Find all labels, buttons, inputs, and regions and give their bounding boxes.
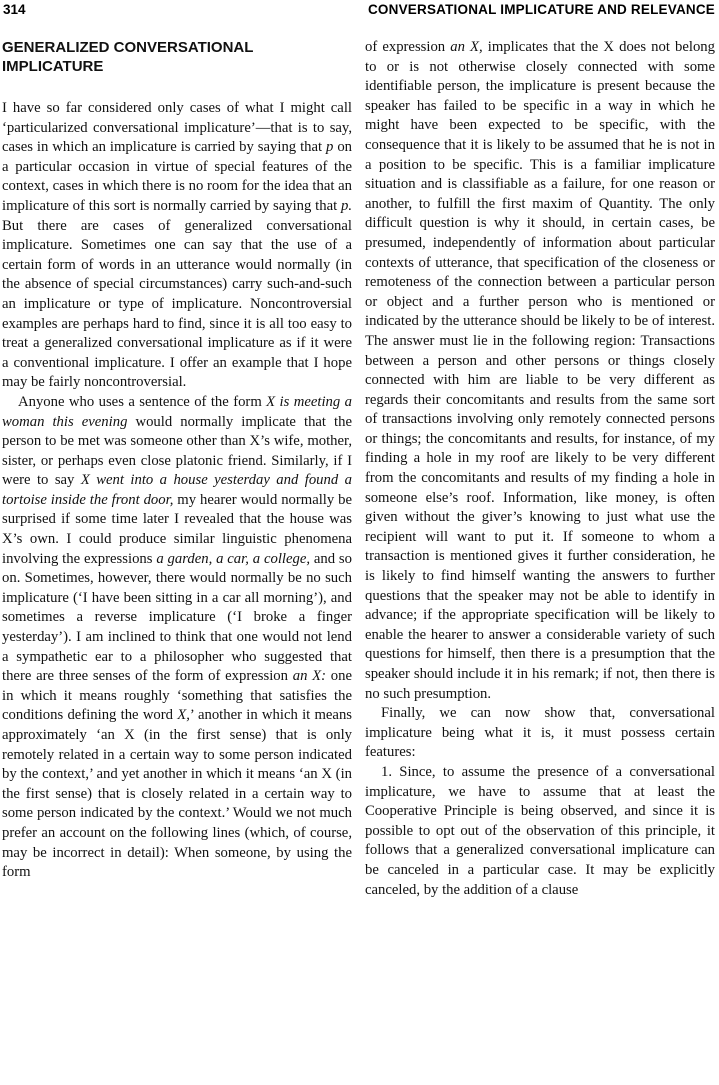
text-run: I have so far considered only cases of what I might call ‘particularized conversational implicature’—that is to say, cases in which an implicature is carried by saying that bbox=[2, 100, 352, 156]
text-run: of expression bbox=[365, 39, 451, 55]
section-heading-line2: IMPLICATURE bbox=[2, 58, 104, 75]
text-run: one in which it means roughly ‘something that satisfies the conditions defining the word bbox=[2, 668, 352, 724]
italic-run: X is meeting a woman this evening bbox=[2, 393, 353, 430]
page-number: 314 bbox=[3, 2, 26, 17]
right-column bbox=[365, 38, 715, 900]
italic-run: an X: bbox=[292, 668, 327, 685]
text-run: would normally implicate that the person to be met was someone other than X’s wife, mother, sister, or perhaps even close platonic friend. Similarly, if I were to say bbox=[2, 413, 352, 489]
paragraph-an-x-implicature bbox=[365, 38, 715, 704]
paragraph-meeting-a-woman bbox=[2, 393, 352, 883]
running-header bbox=[0, 2, 719, 24]
section-heading bbox=[2, 38, 352, 76]
text-run: But there are cases of generalized conversational implicature. Sometimes one can say that the use of a certain form of words in an utterance would normally (in the absence of special circumstances) carry such-and-such an implicature or type of implicature. Noncontroversial examples are perhaps hard to find, since it is all too easy to treat a generalized conversational implicature as if it were a conventional implicature. I offer an example that I hope may be fairly noncontroversial. bbox=[2, 217, 352, 391]
italic-run: p. bbox=[340, 197, 352, 214]
left-column bbox=[2, 38, 352, 883]
running-title: CONVERSATIONAL IMPLICATURE AND RELEVANCE bbox=[367, 2, 715, 17]
text-run: Anyone who uses a sentence of the form bbox=[18, 393, 267, 410]
paragraph-particularized-implicature bbox=[2, 99, 352, 393]
italic-run: X, bbox=[177, 707, 190, 724]
text-run: Finally, we can now show that, conversational implicature being what it is, it must possess certain features: bbox=[365, 705, 715, 761]
text-run: my hearer would normally be surprised if some time later I revealed that the house was X’s own. I could produce similar linguistic phenomena involving the expressions bbox=[2, 491, 353, 567]
italic-run: p bbox=[326, 139, 334, 156]
section-heading-line1: GENERALIZED CONVERSATIONAL bbox=[2, 39, 254, 56]
italic-run: a garden, a car, a college, bbox=[156, 550, 311, 567]
text-run: implicates that the X does not belong to or is not otherwise closely connected with some identifiable person, the implicature is present because the speaker has failed to be specific in a way in which he might have been expected to be specific, with the consequence that it is likely to be assumed that he is not in a position to be specific. This is a familiar implicature situation and is classifiable as a failure, for one reason or another, to fulfill the first maxim of Quantity. The only difficult question is why it should, in certain cases, be presumed, independently of information about particular contexts of utterance, that specification of the closeness or remoteness of the connection between a particular person or object and a further person who is mentioned or indicated by the utterance should be likely to be of interest. The answer must lie in the following region: Transactions between a person and other persons or things closely connected with him are liable to be very different as regards their concomitants and results from the same sort of transactions involving only remotely connected persons or things; the concomitants and results, for instance, of my finding a hole in my roof are likely to be very different from the concomitants and results of my finding a hole in someone else’s roof. Information, like money, is often given without the giver’s knowing to just what use the recipient will want to put it. If someone to whom a transaction is mentioned gives it further consideration, he is likely to find himself wanting the answers to further questions that the speaker may not be able to identify in advance; if the appropriate specification will be likely to enable the hearer to answer a considerable variety of such questions for himself, then there is a presumption that the speaker should include it in his remark; if not, then there is no such presumption. bbox=[365, 39, 715, 702]
paragraph-feature-1 bbox=[365, 763, 715, 900]
text-run: ’ another in which it means approximately ‘an X (in the first sense) that is only remotely related in a certain way to some person indicated by the context,’ and yet another in which it means ‘an X (in the first sense) that is closely related in a certain way to some person indicated by the context.’ Would we not much prefer an account on the following lines (which, of course, may be incorrect in detail): When someone, by using the form bbox=[2, 707, 352, 881]
text-run: on a particular occasion in virtue of special features of the context, cases in which there is no room for the idea that an implicature of this sort is normally carried by saying that bbox=[2, 139, 353, 214]
text-run: and so on. Sometimes, however, there would normally be no such implicature (‘I have been sitting in a car all morning’), and sometimes a reverse implicature (‘I broke a finger yesterday’). I am inclined to think that one would not lend a sympathetic ear to a philosopher who suggested that there are three senses of the form of expression bbox=[2, 550, 352, 685]
italic-run: X went into a house yesterday and found a tortoise inside the front door, bbox=[2, 472, 352, 508]
italic-run: an X, bbox=[450, 39, 483, 55]
text-run: 1. Since, to assume the presence of a conversational implicature, we have to assume that at least the Cooperative Principle is being observed, and since it is possible to opt out of the observation of this principle, it follows that a generalized conversational implicature can be canceled in a particular case. It may be explicitly canceled, by the addition of a clause bbox=[365, 763, 715, 898]
paragraph-finally bbox=[365, 704, 715, 763]
